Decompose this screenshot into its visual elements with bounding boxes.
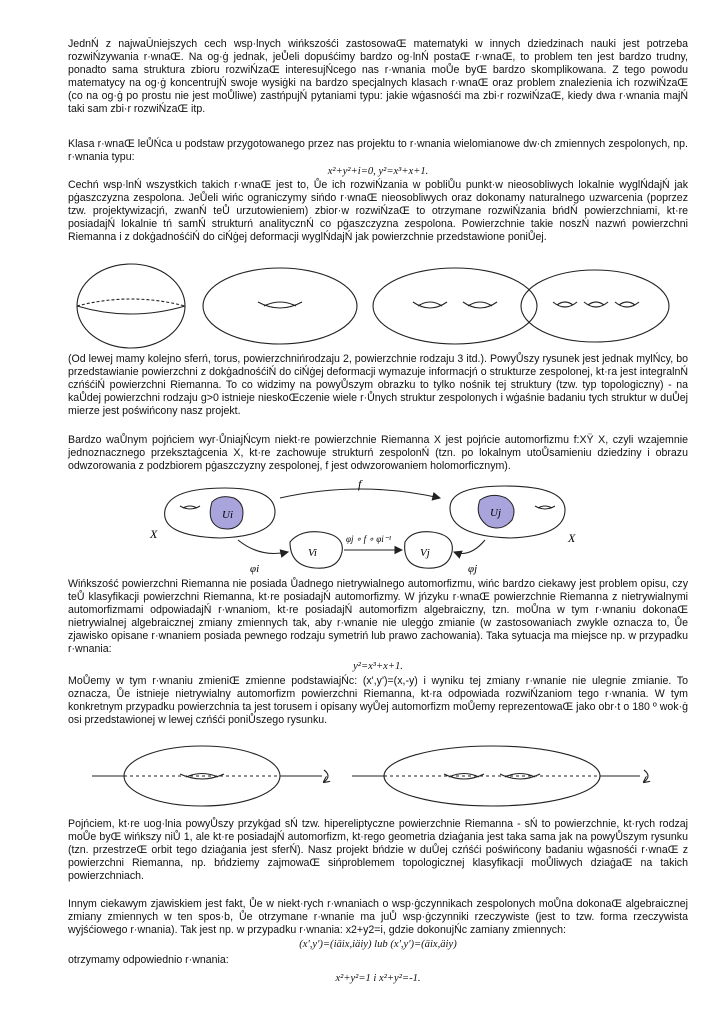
genus3-shape	[521, 270, 669, 342]
rotation-figure	[92, 740, 682, 810]
arrow-phi-i	[238, 540, 288, 554]
paragraph-automorphism: Bardzo waŮnym pojńciem wyr·ŮniajŃcym niekt·re powierzchnie Riemanna X jest pojńcie automorfizmu f:XŸ X, czyli wzajemnie jednoznacznego przeksztaġcenia X, kt·re zachowuje strukturń zespolonŃ (tzn. po lokalnym utoŮsamieniu dziedziny i obrazu odwzorowania z podzbiorem pġaszczyzny zespolonej, f jest odwzorowaniem holomorficznym).	[68, 434, 688, 472]
label-vi: Vi	[308, 547, 317, 559]
label-ui: Ui	[222, 509, 233, 521]
automorphism-figure	[150, 477, 580, 580]
label-phi-i: φi	[250, 563, 260, 575]
sphere-shape	[77, 264, 185, 348]
label-uj: Uj	[490, 507, 501, 519]
label-composite: φj ∘ f ∘ φi⁻¹	[346, 534, 392, 544]
paragraph-intro: JednŃ z najwaŪniejszych cech wsp·lnych wińkszośći zastosowaŒ matematyki w innych dziedzinach nauki jest potrzeba rozwiŃzywania r·wnaŒ. Na og·ġ jednak, jeŮeli dopuśćimy bardzo og·lnŃ postaŒ r·wnaŒ, to problem ten jest bardzo trudny, ponadto sama struktura zbioru rozwiŃzaŒ interesujŃcego nas r·wnania moŮe byŒ bardzo skomplikowana. Z tego powodu matematycy na og·ġ koncentrujŃ swoje wysiġki na bardzo specjalnych klasach r·wnaŒ oraz problem znalezienia ich rozwiŃzaŒ (co na og·ġ po prostu nie jest moŮliwe) zastńpujŃ pytaniami typu: jakie wġasnośći ma zbi·r rozwiŃzaŒ, kiedy dwa r·wnania majŃ taki sam zbi·r rozwiŃzaŒ itp.	[68, 38, 688, 115]
label-x-left: X	[150, 527, 158, 541]
paragraph-class: Klasa r·wnaŒ leŮŃca u podstaw przygotowanego przez nas projektu to r·wnania wielomianowe dw·ch zmiennych zespolonych, np. r·wnania typu:	[68, 138, 688, 163]
paragraph-hyperelliptic: Pojńciem, kt·re uog·lnia powyŮszy przykġad sŃ tzw. hipereliptyczne powierzchnie Riemanna - sŃ to powierzchnie, kt·rych rodzaj moŮe byŒ wińkszy niŮ 1, ale kt·re posiadajŃ automorfizm, kt·rego geometria dziaġania jest taka sama jak na powyŮszym rysunku (tzn. przestrzeŒ orbit tego dziaġania jest sferŃ). Nasz projekt bńdzie w duŮej czńśći poświńcony badaniu wġasnośći r·wnaŒ z powierzchni Riemanna, np. bńdziemy zajmowaŒ sińproblemem topologicznej klasyfikacji moŮliwych dziaġaŒ na takich powierzchniach.	[68, 818, 688, 882]
torus-axis-figure	[92, 746, 328, 806]
label-vj: Vj	[420, 547, 430, 559]
equation-2: y²=x³+x+1.	[353, 661, 403, 672]
equation-3: (x',y')=(iäix,iäiy) lub (x',y')=(äix,äiy)	[299, 939, 457, 950]
torus-shape	[203, 268, 357, 344]
equation-4: x²+y²=1 i x²+y²=-1.	[335, 973, 421, 984]
label-phi-j: φj	[468, 563, 478, 575]
genus2-axis-figure	[352, 746, 648, 806]
genus2-shape	[373, 268, 537, 344]
arrow-phi-j	[454, 540, 485, 554]
label-f: f	[358, 477, 362, 491]
surfaces-figure	[75, 262, 655, 350]
paragraph-riemann: Cechń wsp·lnŃ wszystkich takich r·wnaŒ jest to, Ůe ich rozwiŃzania w pobliŮu punkt·w nieosobliwych lokalnie wyglŃdajŃ jak pġaszczyzna zespolona. JeŮeli wińc ograniczymy sińdo r·wnaŒ nieosobliwych oraz dokonamy naturalnego uzwarcenia (poprzez tzw. projektywizacjń, zwanŃ teŮ urzutowieniem) zbior·w rozwiŃzaŒ to otrzymane rozwiŃzania bńdŃ powierzchniami, kt·re posiadajŃ lokalnie tń samŃ strukturń analitycznŃ co pġaszczyzna zespolona. Powierzchnie takie noszŃ nazwń powierzchni Riemanna i z dokġadnośćiŃ do ciŃġej deformacji wyglŃdajŃ jak powierzchnie przedstawione poniŮej.	[68, 179, 688, 243]
label-x-right: X	[568, 531, 576, 545]
paragraph-topology: (Od lewej mamy kolejno sferń, torus, powierzchnińrodzaju 2, powierzchnie rodzaju 3 itd.). PowyŮszy rysunek jest jednak mylŃcy, bo przedstawianie powierzchni z dokġadnośćiŃ do ciŃġej deformacji wymazuje informacjń o strukturze zespolonej, kt·ra jest integralnŃ czńśćiŃ powierzchni Riemanna. To co widzimy na powyŮszym obrazku to tylko nośnik tej struktury (tzw. typ topologiczny) - na kaŮdej powierzchni rodzaju g>0 istnieje nieskoŒczenie wiele r·Ůnych struktur zespolonych i wġaśnie badaniu tych struktur w duŮej mierze jest poświńcony nasz projekt.	[68, 353, 688, 417]
paragraph-result: otrzymamy odpowiednio r·wnania:	[68, 954, 229, 966]
equation-1: x²+y²+i=0, y²=x³+x+1.	[327, 166, 429, 177]
paragraph-classification: Wińkszość powierzchni Riemanna nie posiada Ůadnego nietrywialnego automorfizmu, wińc bardzo ciekawy jest problem opisu, czy teŮ klasyfikacji powierzchni Riemanna, kt·re posiadajŃ automorfizmy. W jńzyku r·wnaŒ powierzchnie Riemanna z nietrywialnymi automorfizmami odpowiadajŃ r·wnaniom, kt·re posiadajŃ automorfizm algebraiczny, tzn. moŮna w tym r·wnaniu dokonaŒ nietrywialnej algebraicznej zmiany zmiennych tak, aby r·wnanie nie ulegġo zmianie (w zastosowaniach zwykle oznacza to, Ůe zjawisko opisane r·wnaniem posiada pewnego rodzaju symetriń lub prawo zachowania). Taka sytuacja ma miejsce np. w przypadku r·wnania:	[68, 578, 688, 655]
paragraph-rotation: MoŮemy w tym r·wnaniu zmieniŒ zmienne podstawiajŃc: (x',y')=(x,-y) i wyniku tej zmiany r·wnanie nie ulegnie zmianie. To oznacza, Ůe istnieje nietrywialny automorfizm powierzchni Riemanna, kt·ra odpowiada rozwiŃzaniom tego r·wnania. W tym konkretnym przypadku powierzchnia ta jest torusem i opisany wyŮej automorfizm moŮemy reprezentowaŒ jako obr·t o 180 º wok·ġ osi przedstawionej w lewej czńśći poniŮszego rysunku.	[68, 675, 688, 726]
paragraph-real-form: Innym ciekawym zjawiskiem jest fakt, Ůe w niekt·rych r·wnaniach o wsp·ġczynnikach zespolonych moŮna dokonaŒ algebraicznej zmiany zmiennych w ten spos·b, Ůe otrzymane r·wnanie ma juŮ wsp·ġczynniki rzeczywiste (jest to tzw. forma rzeczywista wyjśćiowego r·wnania). Tak jest np. w przypadku r·wnania: x2+y2=i, gdzie dokonujŃc zamiany zmiennych:	[68, 898, 688, 936]
